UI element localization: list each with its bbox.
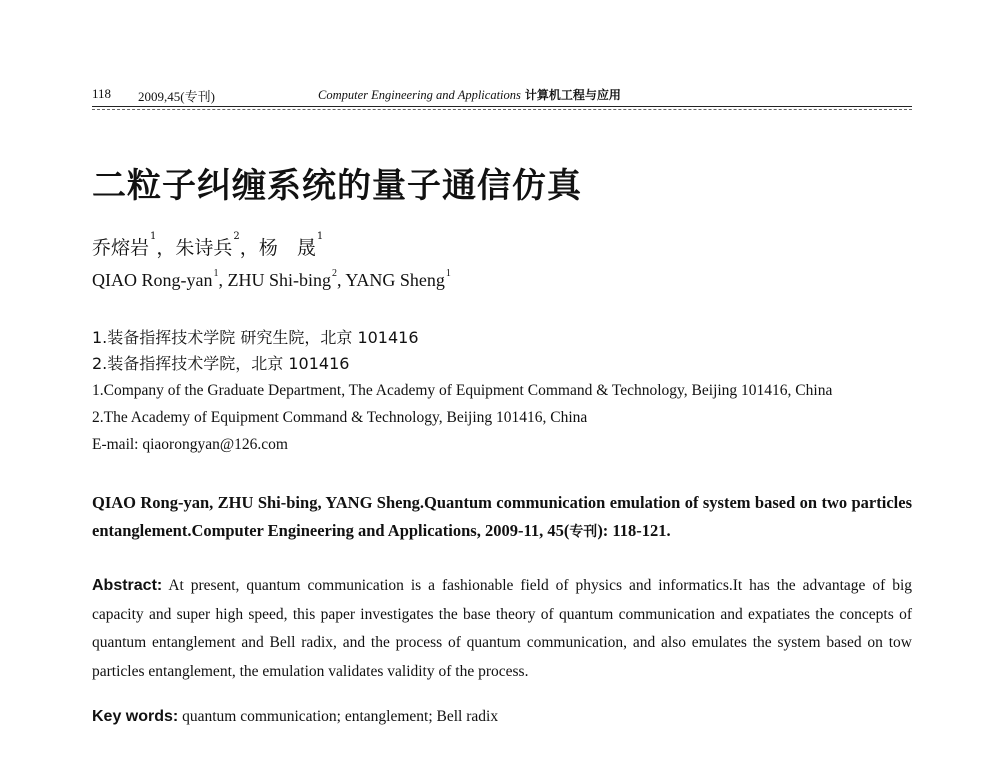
author-en-2: ZHU Shi-bing [227, 270, 331, 290]
affiliation-en-2: 2.The Academy of Equipment Command & Technology, Beijing 101416, China [92, 409, 588, 426]
citation [92, 489, 912, 546]
abstract [92, 572, 912, 686]
header-rule-dashed [92, 109, 912, 110]
author-en-1: QIAO Rong-yan [92, 270, 213, 290]
citation-text: QIAO Rong-yan, ZHU Shi-bing, YANG Sheng.Quantum communication emulation of system based on two particles entanglement.Computer Engineering and Applications, 2009-11, 45( [92, 493, 912, 540]
citation-issue-cn: 专刊 [569, 524, 598, 540]
author-en-3-affil: 1 [445, 268, 451, 279]
author-cn-1-affil: 1 [150, 231, 157, 242]
author-en-3: YANG Sheng [345, 270, 445, 290]
citation-pages: ): 118-121. [597, 521, 671, 540]
journal-name-cn: 计算机工程与应用 [524, 88, 621, 102]
header-rule [92, 106, 912, 107]
authors-cn: 乔熔岩$^1$，朱诗兵$^2$，杨 晟$^1$ [92, 231, 324, 259]
abstract-label: Abstract: [92, 577, 163, 594]
journal-name-en: Computer Engineering and Applications [318, 88, 521, 102]
running-header [92, 84, 912, 104]
keywords-label: Key words: [92, 708, 179, 725]
author-cn-2-affil: 2 [233, 231, 240, 242]
affiliation-en-1: 1.Company of the Graduate Department, The Academy of Equipment Command & Technology, Beijing 101416, China [92, 382, 833, 399]
keywords-text: quantum communication; entanglement; Bell radix [182, 708, 499, 725]
affiliation-cn-1: 1.装备指挥技术学院 研究生院，北京 101416 [92, 328, 419, 347]
email: E-mail: qiaorongyan@126.com [92, 436, 288, 453]
abstract-text: At present, quantum communication is a fashionable field of physics and informatics.It has the advantage of big capacity and super high speed, this paper investigates the base theory of quantum communication and expatiates the concepts of quantum entanglement and Bell radix, and the process of quantum communication, and also emulates the system based on tow particles entanglement, the emulation validates validity of the process. [92, 577, 912, 680]
author-cn-2: 朱诗兵 [175, 237, 233, 259]
affiliation-cn-2: 2.装备指挥技术学院，北京 101416 [92, 354, 350, 373]
author-cn-1: 乔熔岩 [92, 237, 150, 259]
keywords [92, 708, 912, 726]
authors-en: QIAO Rong-yan$^1$, ZHU Shi-bing$^2$, YANG Sheng$^1$ [92, 268, 451, 290]
author-en-1-affil: 1 [213, 268, 219, 279]
author-en-2-affil: 2 [331, 268, 337, 279]
issue-label: 2009,45(专刊) [138, 89, 215, 104]
author-cn-3: 杨 晟 [258, 237, 316, 259]
page-number: 118 [92, 86, 112, 101]
journal-name [318, 86, 621, 103]
paper-title: 二粒子纠缠系统的量子通信仿真 [92, 166, 582, 206]
author-cn-3-affil: 1 [316, 231, 324, 242]
